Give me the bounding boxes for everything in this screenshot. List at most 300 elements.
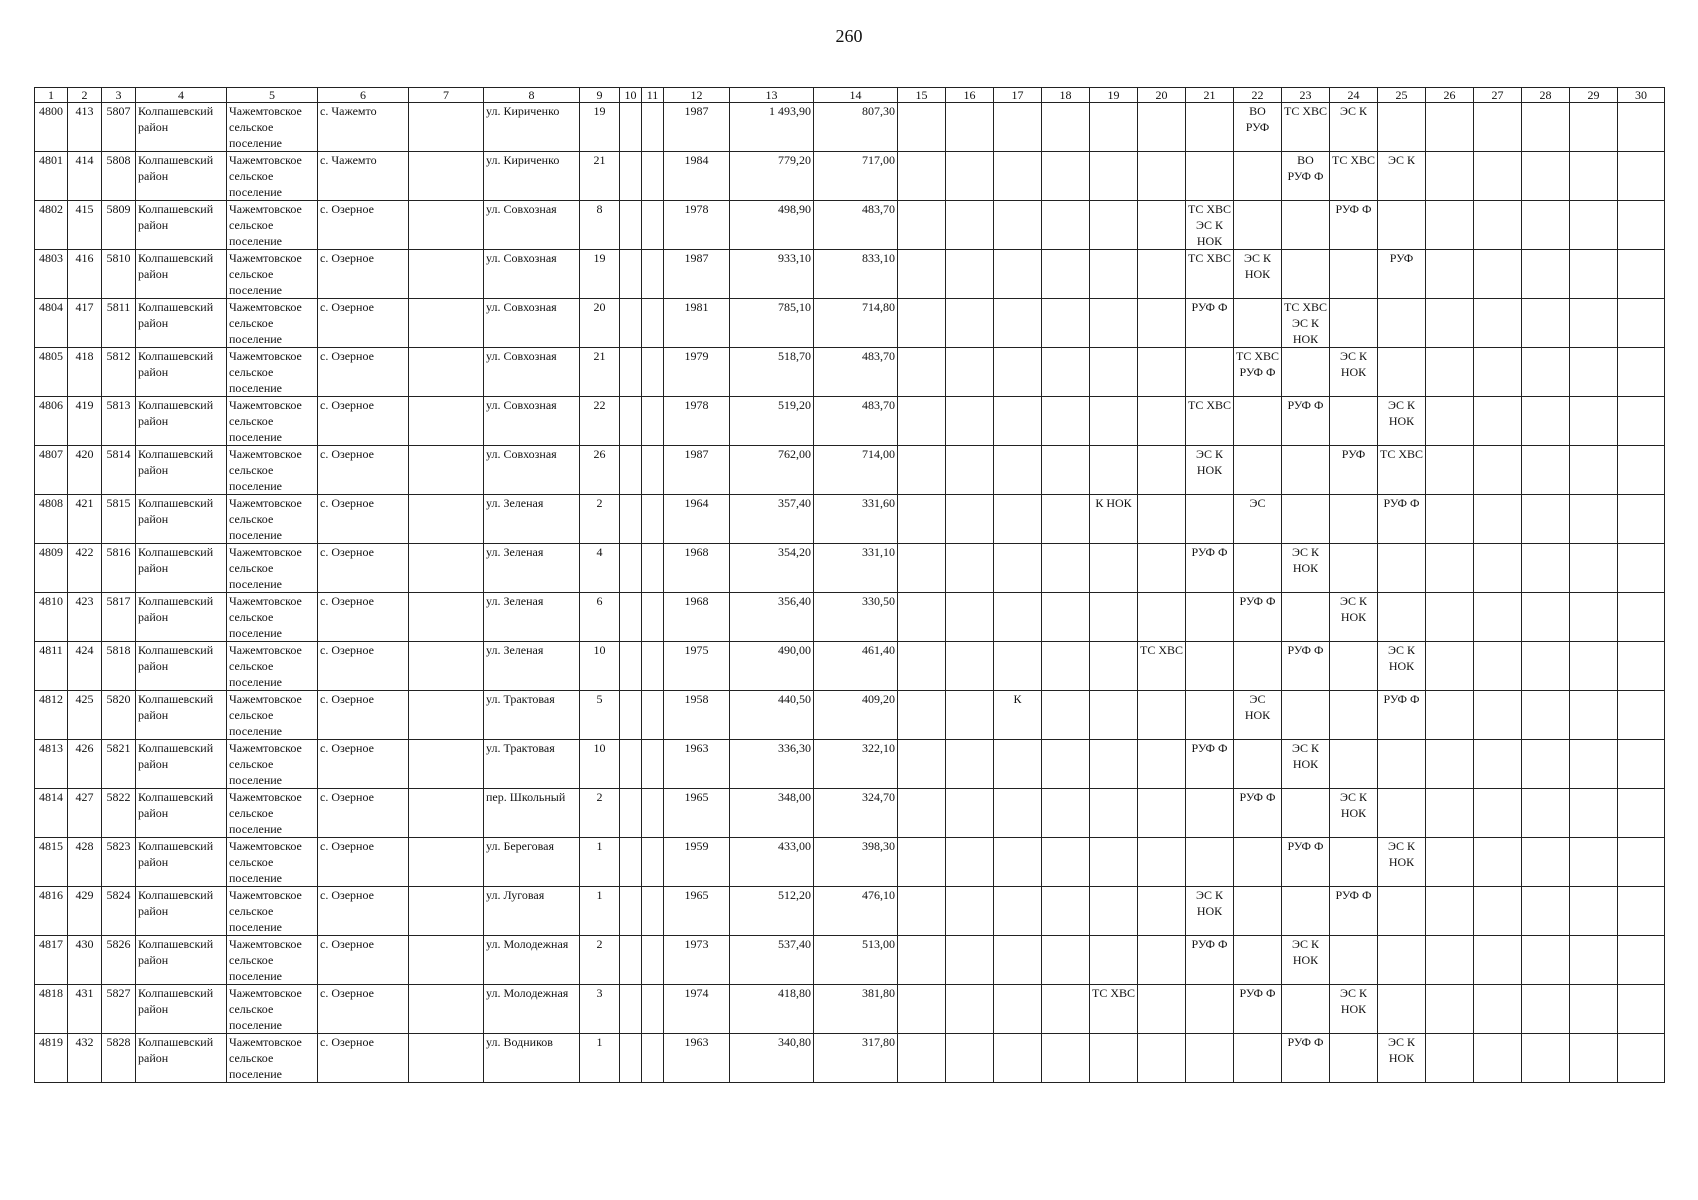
- object-id-cell: 5807: [102, 103, 136, 152]
- work-type-col-23-cell: ЭС К НОК: [1282, 936, 1330, 985]
- settlement-cell: Чажемтовское сельское поселение: [227, 397, 318, 446]
- work-type-col-28-cell: [1522, 985, 1570, 1034]
- work-type-col-27-cell: [1474, 593, 1522, 642]
- work-type-col-25-cell: [1378, 348, 1426, 397]
- work-type-col-25-cell: [1378, 544, 1426, 593]
- work-type-col-21-cell: [1186, 152, 1234, 201]
- district-cell: Колпашевский район: [136, 936, 227, 985]
- table-row: [35, 103, 1665, 152]
- build-year-cell: 1958: [664, 691, 730, 740]
- work-type-col-30-cell: [1618, 936, 1665, 985]
- work-type-col-23-cell: [1282, 250, 1330, 299]
- house-number-cell: 1: [580, 887, 620, 936]
- work-type-col-30-cell: [1618, 250, 1665, 299]
- column-header-9: 9: [580, 88, 620, 103]
- work-type-col-28-cell: [1522, 299, 1570, 348]
- living-area-cell: 714,00: [814, 446, 898, 495]
- work-type-col-30-cell: [1618, 495, 1665, 544]
- object-id-cell: 5816: [102, 544, 136, 593]
- table-row: [35, 740, 1665, 789]
- work-type-col-27-cell: [1474, 985, 1522, 1034]
- work-type-col-29-cell: [1570, 544, 1618, 593]
- object-id-cell: 5820: [102, 691, 136, 740]
- work-type-col-23-cell: РУФ Ф: [1282, 838, 1330, 887]
- table-row: [35, 299, 1665, 348]
- work-type-col-27-cell: [1474, 495, 1522, 544]
- column-header-4: 4: [136, 88, 227, 103]
- work-type-col-18-cell: [1042, 887, 1090, 936]
- table-row: [35, 446, 1665, 495]
- work-type-col-24-cell: [1330, 299, 1378, 348]
- work-type-col-30-cell: [1618, 152, 1665, 201]
- total-area-cell: 779,20: [730, 152, 814, 201]
- work-type-col-27-cell: [1474, 299, 1522, 348]
- work-type-col-24-cell: [1330, 642, 1378, 691]
- build-year-cell: 1984: [664, 152, 730, 201]
- column-11-cell: [642, 838, 664, 887]
- living-area-cell: 381,80: [814, 985, 898, 1034]
- work-type-col-24-cell: ЭС К НОК: [1330, 789, 1378, 838]
- work-type-col-17-cell: К: [994, 691, 1042, 740]
- column-header-2: 2: [68, 88, 102, 103]
- table-row: [35, 250, 1665, 299]
- work-type-col-21-cell: ТС ХВС: [1186, 250, 1234, 299]
- work-type-col-19-cell: [1090, 348, 1138, 397]
- work-type-col-29-cell: [1570, 789, 1618, 838]
- build-year-cell: 1973: [664, 936, 730, 985]
- work-type-col-27-cell: [1474, 201, 1522, 250]
- column-header-8: 8: [484, 88, 580, 103]
- column-10-cell: [620, 789, 642, 838]
- work-type-col-15-cell: [898, 250, 946, 299]
- work-type-col-24-cell: ЭС К: [1330, 103, 1378, 152]
- work-type-col-25-cell: [1378, 789, 1426, 838]
- table-row: [35, 887, 1665, 936]
- column-11-cell: [642, 740, 664, 789]
- work-type-col-16-cell: [946, 838, 994, 887]
- house-number-cell: 10: [580, 740, 620, 789]
- living-area-cell: 483,70: [814, 201, 898, 250]
- build-year-cell: 1963: [664, 1034, 730, 1083]
- work-type-col-19-cell: К НОК: [1090, 495, 1138, 544]
- district-cell: Колпашевский район: [136, 887, 227, 936]
- row-index-cell: 4812: [35, 691, 68, 740]
- column-11-cell: [642, 495, 664, 544]
- work-type-col-18-cell: [1042, 985, 1090, 1034]
- work-type-col-15-cell: [898, 152, 946, 201]
- column-7-cell: [409, 985, 484, 1034]
- work-type-col-15-cell: [898, 740, 946, 789]
- work-type-col-17-cell: [994, 299, 1042, 348]
- housing-registry-table: [34, 87, 1665, 1083]
- column-10-cell: [620, 544, 642, 593]
- work-type-col-21-cell: ТС ХВС ЭС К НОК: [1186, 201, 1234, 250]
- street-cell: ул. Кириченко: [484, 152, 580, 201]
- work-type-col-24-cell: [1330, 838, 1378, 887]
- page-number: 260: [835, 26, 863, 46]
- work-type-col-22-cell: [1234, 397, 1282, 446]
- work-type-col-27-cell: [1474, 544, 1522, 593]
- row-index-cell: 4806: [35, 397, 68, 446]
- work-type-col-25-cell: РУФ: [1378, 250, 1426, 299]
- work-type-col-18-cell: [1042, 544, 1090, 593]
- work-type-col-23-cell: ЭС К НОК: [1282, 544, 1330, 593]
- street-cell: ул. Луговая: [484, 887, 580, 936]
- work-type-col-28-cell: [1522, 1034, 1570, 1083]
- locality-cell: с. Озерное: [318, 642, 409, 691]
- house-number-cell: 1: [580, 1034, 620, 1083]
- work-type-col-22-cell: ВО РУФ: [1234, 103, 1282, 152]
- row-index-cell: 4808: [35, 495, 68, 544]
- work-type-col-30-cell: [1618, 887, 1665, 936]
- work-type-col-28-cell: [1522, 887, 1570, 936]
- column-header-18: 18: [1042, 88, 1090, 103]
- street-cell: ул. Водников: [484, 1034, 580, 1083]
- work-type-col-27-cell: [1474, 789, 1522, 838]
- work-type-col-17-cell: [994, 495, 1042, 544]
- column-header-6: 6: [318, 88, 409, 103]
- work-type-col-23-cell: [1282, 789, 1330, 838]
- column-11-cell: [642, 642, 664, 691]
- work-type-col-19-cell: [1090, 299, 1138, 348]
- column-header-1: 1: [35, 88, 68, 103]
- work-type-col-18-cell: [1042, 152, 1090, 201]
- district-cell: Колпашевский район: [136, 348, 227, 397]
- work-type-col-21-cell: ЭС К НОК: [1186, 887, 1234, 936]
- district-cell: Колпашевский район: [136, 985, 227, 1034]
- work-type-col-15-cell: [898, 691, 946, 740]
- work-type-col-19-cell: [1090, 691, 1138, 740]
- work-type-col-16-cell: [946, 103, 994, 152]
- column-10-cell: [620, 887, 642, 936]
- column-10-cell: [620, 593, 642, 642]
- table-row: [35, 397, 1665, 446]
- work-type-col-28-cell: [1522, 152, 1570, 201]
- work-type-col-30-cell: [1618, 642, 1665, 691]
- column-7-cell: [409, 936, 484, 985]
- street-cell: ул. Молодежная: [484, 936, 580, 985]
- work-type-col-20-cell: [1138, 1034, 1186, 1083]
- work-type-col-29-cell: [1570, 250, 1618, 299]
- work-type-col-29-cell: [1570, 348, 1618, 397]
- work-type-col-15-cell: [898, 446, 946, 495]
- work-type-col-15-cell: [898, 887, 946, 936]
- work-type-col-27-cell: [1474, 250, 1522, 299]
- work-type-col-18-cell: [1042, 201, 1090, 250]
- record-number-cell: 418: [68, 348, 102, 397]
- work-type-col-25-cell: [1378, 740, 1426, 789]
- column-7-cell: [409, 299, 484, 348]
- column-number-header-row: [35, 88, 1665, 103]
- column-7-cell: [409, 544, 484, 593]
- column-7-cell: [409, 593, 484, 642]
- work-type-col-16-cell: [946, 299, 994, 348]
- district-cell: Колпашевский район: [136, 495, 227, 544]
- work-type-col-24-cell: [1330, 250, 1378, 299]
- street-cell: ул. Зеленая: [484, 642, 580, 691]
- work-type-col-16-cell: [946, 446, 994, 495]
- work-type-col-25-cell: ЭС К НОК: [1378, 838, 1426, 887]
- total-area-cell: 354,20: [730, 544, 814, 593]
- record-number-cell: 414: [68, 152, 102, 201]
- work-type-col-25-cell: [1378, 887, 1426, 936]
- column-10-cell: [620, 201, 642, 250]
- house-number-cell: 22: [580, 397, 620, 446]
- work-type-col-23-cell: ТС ХВС ЭС К НОК: [1282, 299, 1330, 348]
- work-type-col-16-cell: [946, 691, 994, 740]
- work-type-col-21-cell: [1186, 348, 1234, 397]
- work-type-col-24-cell: [1330, 740, 1378, 789]
- work-type-col-21-cell: ЭС К НОК: [1186, 446, 1234, 495]
- work-type-col-19-cell: [1090, 152, 1138, 201]
- settlement-cell: Чажемтовское сельское поселение: [227, 838, 318, 887]
- work-type-col-24-cell: ТС ХВС: [1330, 152, 1378, 201]
- work-type-col-26-cell: [1426, 887, 1474, 936]
- street-cell: ул. Береговая: [484, 838, 580, 887]
- column-header-19: 19: [1090, 88, 1138, 103]
- row-index-cell: 4809: [35, 544, 68, 593]
- living-area-cell: 409,20: [814, 691, 898, 740]
- column-7-cell: [409, 397, 484, 446]
- work-type-col-29-cell: [1570, 985, 1618, 1034]
- work-type-col-21-cell: [1186, 691, 1234, 740]
- house-number-cell: 20: [580, 299, 620, 348]
- work-type-col-19-cell: [1090, 593, 1138, 642]
- work-type-col-27-cell: [1474, 936, 1522, 985]
- work-type-col-23-cell: ТС ХВС: [1282, 103, 1330, 152]
- work-type-col-25-cell: [1378, 593, 1426, 642]
- work-type-col-18-cell: [1042, 838, 1090, 887]
- settlement-cell: Чажемтовское сельское поселение: [227, 495, 318, 544]
- build-year-cell: 1987: [664, 250, 730, 299]
- object-id-cell: 5811: [102, 299, 136, 348]
- work-type-col-19-cell: [1090, 789, 1138, 838]
- work-type-col-19-cell: [1090, 103, 1138, 152]
- settlement-cell: Чажемтовское сельское поселение: [227, 250, 318, 299]
- column-header-13: 13: [730, 88, 814, 103]
- locality-cell: с. Озерное: [318, 299, 409, 348]
- settlement-cell: Чажемтовское сельское поселение: [227, 691, 318, 740]
- column-10-cell: [620, 936, 642, 985]
- house-number-cell: 2: [580, 495, 620, 544]
- work-type-col-28-cell: [1522, 348, 1570, 397]
- work-type-col-22-cell: [1234, 887, 1282, 936]
- work-type-col-22-cell: [1234, 544, 1282, 593]
- record-number-cell: 426: [68, 740, 102, 789]
- object-id-cell: 5822: [102, 789, 136, 838]
- work-type-col-21-cell: [1186, 985, 1234, 1034]
- build-year-cell: 1964: [664, 495, 730, 544]
- locality-cell: с. Озерное: [318, 1034, 409, 1083]
- work-type-col-30-cell: [1618, 593, 1665, 642]
- work-type-col-29-cell: [1570, 936, 1618, 985]
- work-type-col-26-cell: [1426, 446, 1474, 495]
- work-type-col-18-cell: [1042, 397, 1090, 446]
- house-number-cell: 21: [580, 348, 620, 397]
- work-type-col-19-cell: [1090, 446, 1138, 495]
- column-header-24: 24: [1330, 88, 1378, 103]
- work-type-col-17-cell: [994, 838, 1042, 887]
- table-row: [35, 495, 1665, 544]
- district-cell: Колпашевский район: [136, 103, 227, 152]
- column-header-30: 30: [1618, 88, 1665, 103]
- work-type-col-24-cell: [1330, 1034, 1378, 1083]
- column-10-cell: [620, 397, 642, 446]
- street-cell: ул. Кириченко: [484, 103, 580, 152]
- locality-cell: с. Озерное: [318, 740, 409, 789]
- record-number-cell: 419: [68, 397, 102, 446]
- work-type-col-21-cell: [1186, 495, 1234, 544]
- work-type-col-16-cell: [946, 250, 994, 299]
- work-type-col-26-cell: [1426, 544, 1474, 593]
- street-cell: ул. Зеленая: [484, 495, 580, 544]
- living-area-cell: 317,80: [814, 1034, 898, 1083]
- work-type-col-23-cell: ВО РУФ Ф: [1282, 152, 1330, 201]
- work-type-col-17-cell: [994, 544, 1042, 593]
- street-cell: ул. Совхозная: [484, 250, 580, 299]
- work-type-col-26-cell: [1426, 299, 1474, 348]
- work-type-col-25-cell: ЭС К: [1378, 152, 1426, 201]
- work-type-col-27-cell: [1474, 691, 1522, 740]
- work-type-col-26-cell: [1426, 250, 1474, 299]
- total-area-cell: 512,20: [730, 887, 814, 936]
- record-number-cell: 420: [68, 446, 102, 495]
- object-id-cell: 5827: [102, 985, 136, 1034]
- total-area-cell: 340,80: [730, 1034, 814, 1083]
- work-type-col-21-cell: РУФ Ф: [1186, 299, 1234, 348]
- work-type-col-15-cell: [898, 348, 946, 397]
- work-type-col-30-cell: [1618, 1034, 1665, 1083]
- district-cell: Колпашевский район: [136, 397, 227, 446]
- work-type-col-15-cell: [898, 642, 946, 691]
- work-type-col-17-cell: [994, 642, 1042, 691]
- total-area-cell: 498,90: [730, 201, 814, 250]
- work-type-col-30-cell: [1618, 789, 1665, 838]
- column-header-14: 14: [814, 88, 898, 103]
- district-cell: Колпашевский район: [136, 740, 227, 789]
- work-type-col-15-cell: [898, 544, 946, 593]
- work-type-col-28-cell: [1522, 936, 1570, 985]
- work-type-col-23-cell: [1282, 446, 1330, 495]
- locality-cell: с. Озерное: [318, 495, 409, 544]
- work-type-col-26-cell: [1426, 201, 1474, 250]
- work-type-col-25-cell: [1378, 103, 1426, 152]
- work-type-col-17-cell: [994, 789, 1042, 838]
- work-type-col-18-cell: [1042, 936, 1090, 985]
- work-type-col-23-cell: [1282, 201, 1330, 250]
- work-type-col-28-cell: [1522, 642, 1570, 691]
- build-year-cell: 1981: [664, 299, 730, 348]
- table-row: [35, 691, 1665, 740]
- work-type-col-24-cell: [1330, 397, 1378, 446]
- object-id-cell: 5814: [102, 446, 136, 495]
- district-cell: Колпашевский район: [136, 642, 227, 691]
- work-type-col-23-cell: РУФ Ф: [1282, 642, 1330, 691]
- row-index-cell: 4817: [35, 936, 68, 985]
- living-area-cell: 717,00: [814, 152, 898, 201]
- settlement-cell: Чажемтовское сельское поселение: [227, 740, 318, 789]
- column-header-11: 11: [642, 88, 664, 103]
- work-type-col-30-cell: [1618, 299, 1665, 348]
- work-type-col-27-cell: [1474, 103, 1522, 152]
- record-number-cell: 430: [68, 936, 102, 985]
- locality-cell: с. Озерное: [318, 936, 409, 985]
- work-type-col-21-cell: [1186, 838, 1234, 887]
- work-type-col-22-cell: [1234, 740, 1282, 789]
- column-10-cell: [620, 838, 642, 887]
- work-type-col-20-cell: [1138, 936, 1186, 985]
- object-id-cell: 5810: [102, 250, 136, 299]
- street-cell: ул. Совхозная: [484, 397, 580, 446]
- table-row: [35, 348, 1665, 397]
- living-area-cell: 483,70: [814, 397, 898, 446]
- work-type-col-27-cell: [1474, 642, 1522, 691]
- living-area-cell: 398,30: [814, 838, 898, 887]
- work-type-col-20-cell: [1138, 201, 1186, 250]
- column-10-cell: [620, 985, 642, 1034]
- column-header-16: 16: [946, 88, 994, 103]
- row-index-cell: 4816: [35, 887, 68, 936]
- work-type-col-15-cell: [898, 299, 946, 348]
- column-header-3: 3: [102, 88, 136, 103]
- work-type-col-27-cell: [1474, 1034, 1522, 1083]
- work-type-col-24-cell: РУФ Ф: [1330, 201, 1378, 250]
- street-cell: ул. Совхозная: [484, 299, 580, 348]
- living-area-cell: 476,10: [814, 887, 898, 936]
- work-type-col-18-cell: [1042, 691, 1090, 740]
- house-number-cell: 26: [580, 446, 620, 495]
- work-type-col-22-cell: [1234, 1034, 1282, 1083]
- work-type-col-28-cell: [1522, 789, 1570, 838]
- work-type-col-23-cell: РУФ Ф: [1282, 397, 1330, 446]
- column-7-cell: [409, 250, 484, 299]
- work-type-col-15-cell: [898, 103, 946, 152]
- settlement-cell: Чажемтовское сельское поселение: [227, 985, 318, 1034]
- work-type-col-20-cell: [1138, 397, 1186, 446]
- settlement-cell: Чажемтовское сельское поселение: [227, 1034, 318, 1083]
- work-type-col-29-cell: [1570, 446, 1618, 495]
- work-type-col-26-cell: [1426, 985, 1474, 1034]
- work-type-col-24-cell: [1330, 936, 1378, 985]
- work-type-col-19-cell: [1090, 397, 1138, 446]
- record-number-cell: 432: [68, 1034, 102, 1083]
- total-area-cell: 762,00: [730, 446, 814, 495]
- column-11-cell: [642, 446, 664, 495]
- total-area-cell: 490,00: [730, 642, 814, 691]
- house-number-cell: 5: [580, 691, 620, 740]
- column-header-10: 10: [620, 88, 642, 103]
- work-type-col-23-cell: [1282, 691, 1330, 740]
- total-area-cell: 356,40: [730, 593, 814, 642]
- object-id-cell: 5813: [102, 397, 136, 446]
- locality-cell: с. Озерное: [318, 887, 409, 936]
- total-area-cell: 418,80: [730, 985, 814, 1034]
- house-number-cell: 1: [580, 838, 620, 887]
- column-header-21: 21: [1186, 88, 1234, 103]
- work-type-col-16-cell: [946, 544, 994, 593]
- work-type-col-18-cell: [1042, 642, 1090, 691]
- build-year-cell: 1965: [664, 887, 730, 936]
- build-year-cell: 1965: [664, 789, 730, 838]
- work-type-col-24-cell: [1330, 691, 1378, 740]
- work-type-col-27-cell: [1474, 838, 1522, 887]
- column-10-cell: [620, 250, 642, 299]
- work-type-col-26-cell: [1426, 103, 1474, 152]
- build-year-cell: 1975: [664, 642, 730, 691]
- work-type-col-22-cell: РУФ Ф: [1234, 593, 1282, 642]
- row-index-cell: 4818: [35, 985, 68, 1034]
- work-type-col-18-cell: [1042, 495, 1090, 544]
